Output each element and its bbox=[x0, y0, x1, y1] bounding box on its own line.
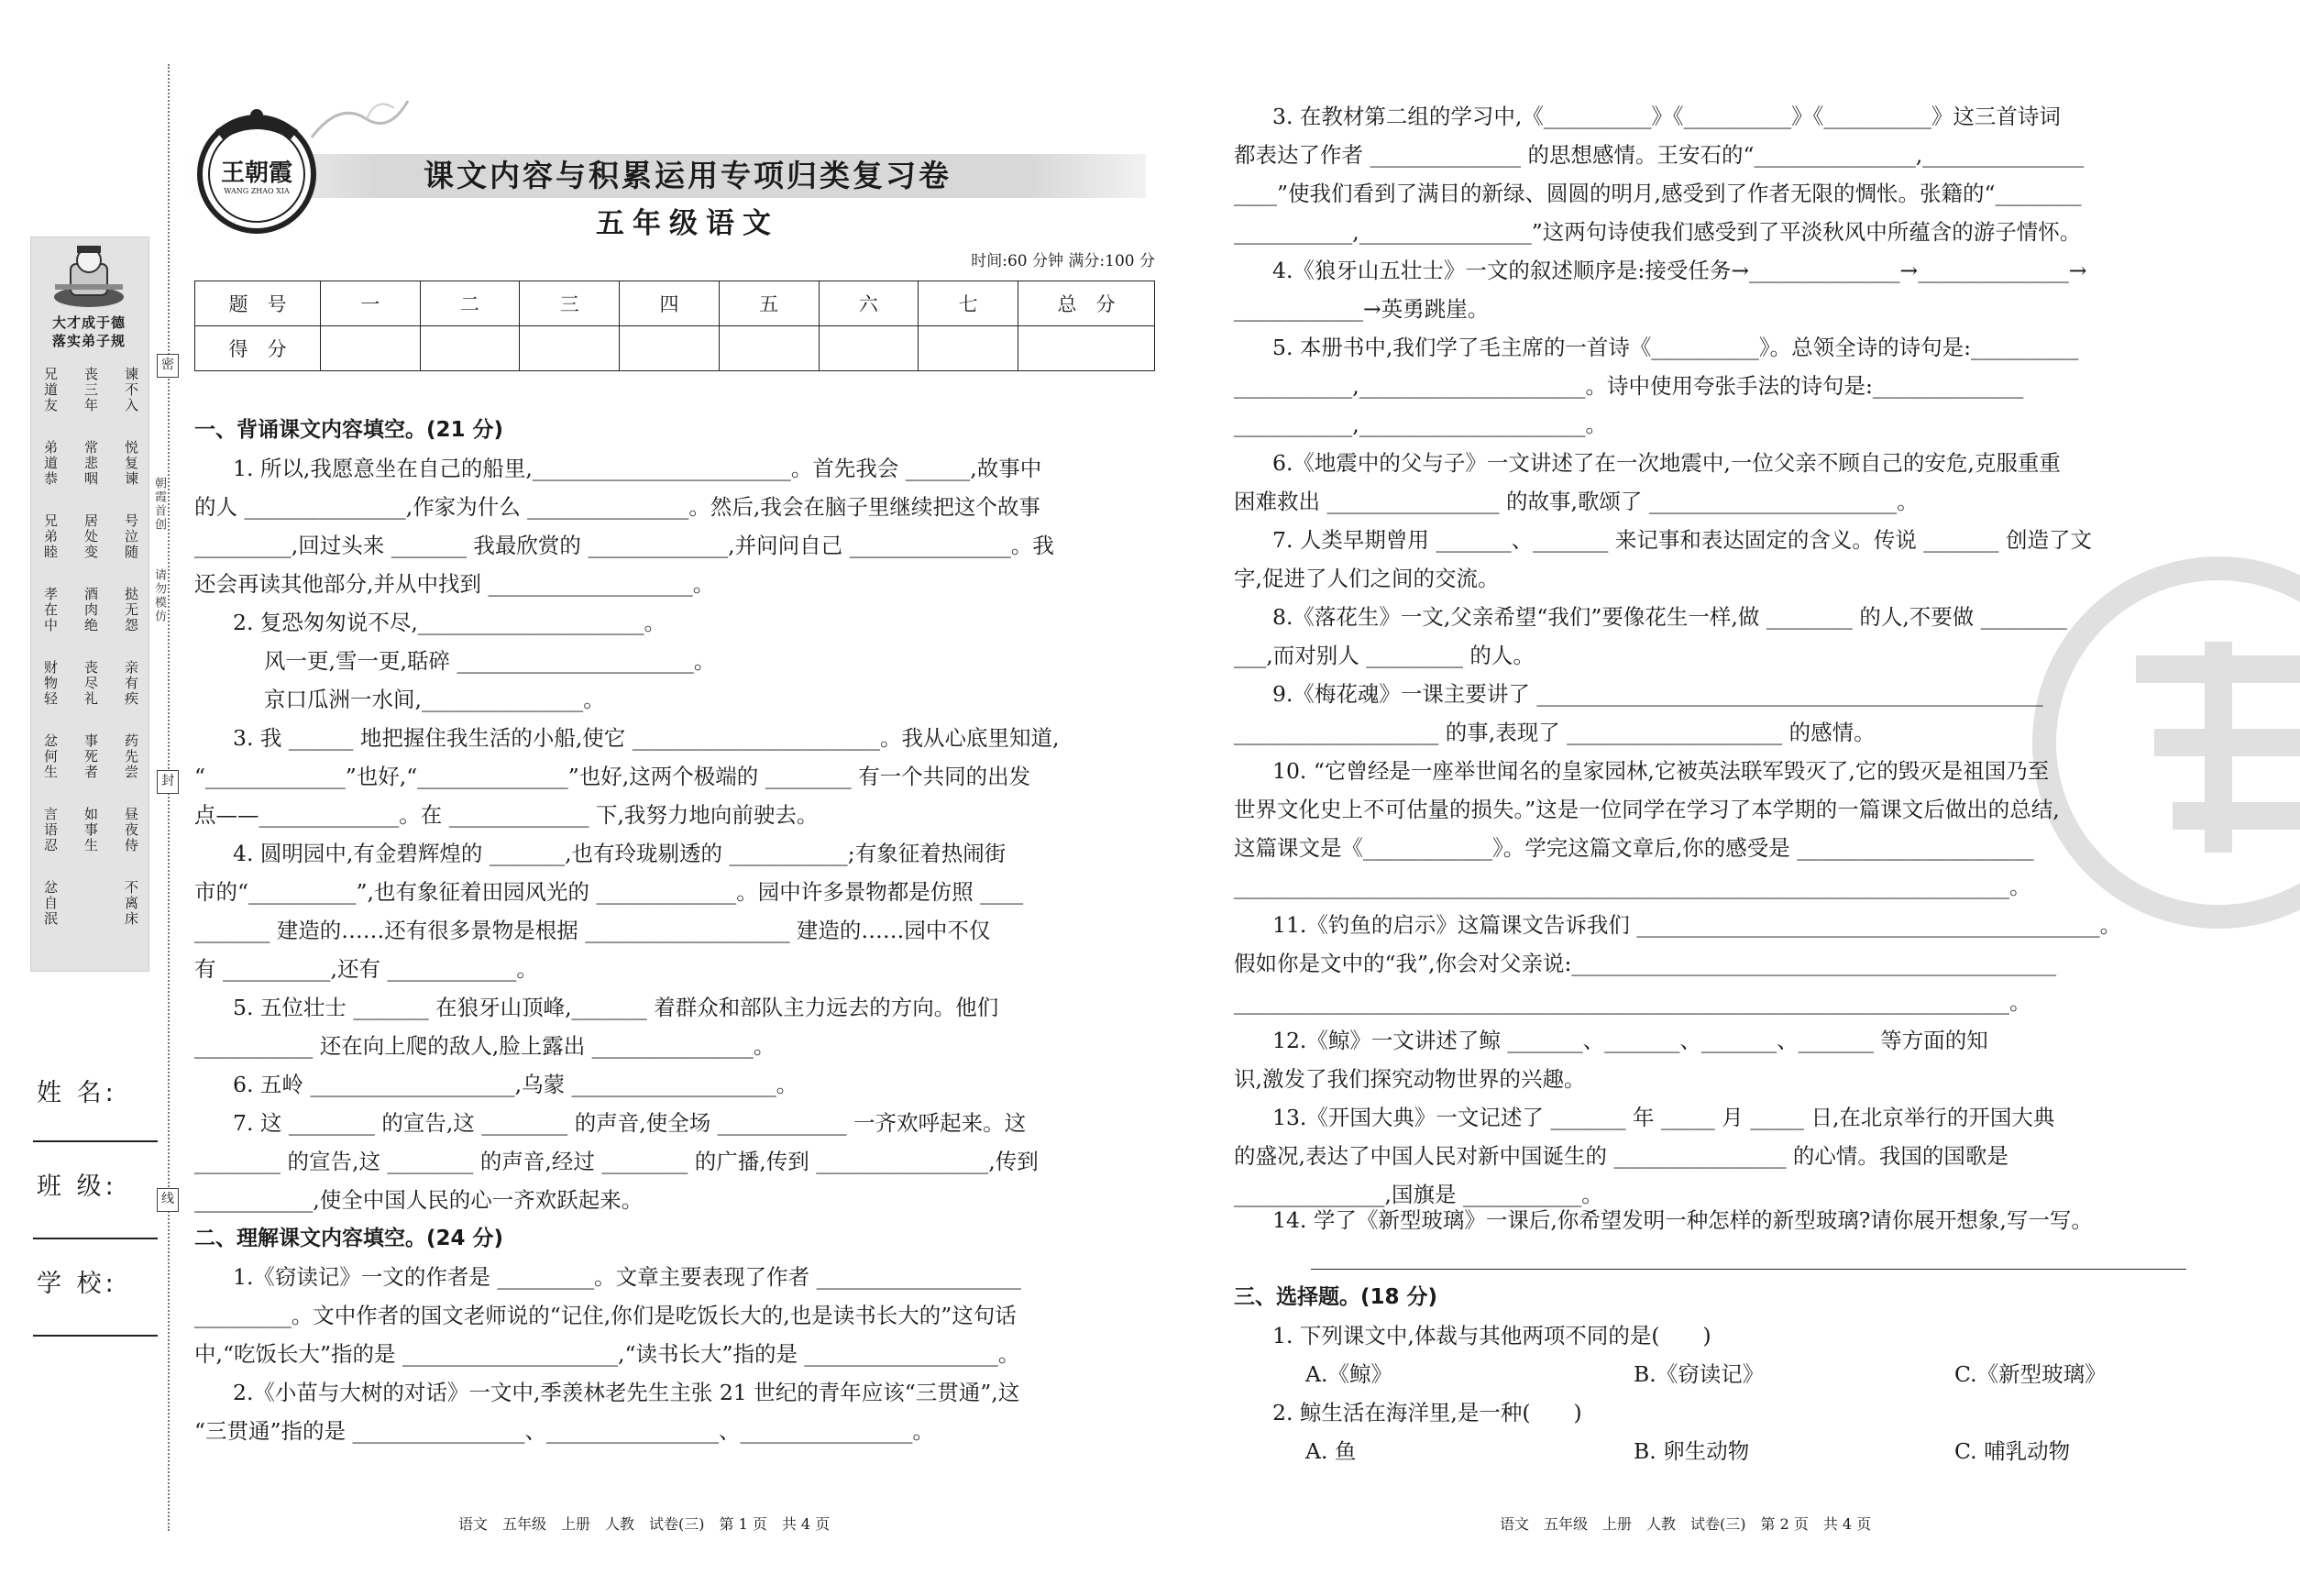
score-label-cell: 得 分 bbox=[195, 326, 321, 371]
binding-line bbox=[168, 64, 170, 1531]
section-heading: 三、选择题。(18 分) bbox=[1234, 1285, 1438, 1309]
question-line: 假如你是文中的“我”,你会对父亲说:_____________________________________________ bbox=[1234, 951, 2057, 976]
question-line: 这篇课文是《____________》。学完这篇文章后,你的感受是 ______________________ bbox=[1234, 835, 2034, 861]
school-label: 学 校: bbox=[37, 1270, 117, 1298]
question-line: 1. 下列课文中,体裁与其他两项不同的是( ) bbox=[1272, 1323, 1711, 1348]
question-line: ___________________ 的事,表现了 ____________________ 的感情。 bbox=[1234, 720, 1876, 745]
motto-column: 常悲咽 bbox=[83, 440, 99, 487]
question-line: ___,而对别人 _________ 的人。 bbox=[1234, 643, 1535, 668]
question-line: ____”使我们看到了满目的新绿、圆圆的明月,感受到了作者无限的惆怅。张籍的“________ bbox=[1234, 181, 2082, 206]
score-header-cell: 四 bbox=[620, 281, 720, 326]
score-header-cell: 三 bbox=[520, 281, 620, 326]
question-line: 8.《落花生》一文,父亲希望“我们”要像花生一样,做 ________ 的人,不要做 ________ bbox=[1272, 604, 2067, 630]
score-cell[interactable] bbox=[520, 326, 620, 371]
question-line: 14. 学了《新型玻璃》一课后,你希望发明一种怎样的新型玻璃?请你展开想象,写一写。 bbox=[1272, 1207, 2093, 1233]
question-line: 10. “它曾经是一座举世闻名的皇家园林,它被英法联军毁灭了,它的毁灭是祖国乃至 bbox=[1272, 758, 2050, 784]
page-title: 课文内容与积累运用专项归类复习卷 bbox=[424, 158, 952, 193]
name-field[interactable] bbox=[33, 1140, 158, 1142]
score-header-cell: 题 号 bbox=[195, 281, 321, 326]
question-line: 3. 我 ______ 地把握住我生活的小船,使它 _______________________。我从心底里知道, bbox=[233, 725, 1060, 751]
page-footer-left: 语文 五年级 上册 人教 试卷(三) 第 1 页 共 4 页 bbox=[458, 1515, 831, 1533]
score-header-cell: 七 bbox=[919, 281, 1018, 326]
question-line: ___________,_____________________。 bbox=[1234, 412, 1607, 437]
choice-option[interactable]: B. 卵生动物 bbox=[1634, 1438, 1750, 1464]
school-field[interactable] bbox=[33, 1335, 158, 1337]
question-line: ________________________________________________________________________。 bbox=[1234, 989, 2031, 1015]
question-line: _________,回过头来 _______ 我最欣赏的 _____________,并问问自己 _______________。我 bbox=[194, 533, 1054, 558]
choice-option[interactable]: C.《新型玻璃》 bbox=[1954, 1361, 2107, 1387]
question-line: 2.《小苗与大树的对话》一文中,季羡林老先生主张 21 世纪的青年应该“三贯通”,这 bbox=[233, 1380, 1020, 1405]
binding-note-1: 朝霞首创 bbox=[152, 477, 166, 532]
question-line: ___________,使全中国人民的心一齐欢跃起来。 bbox=[194, 1187, 644, 1213]
motto-column: 忿何生 bbox=[42, 733, 59, 780]
score-cell[interactable] bbox=[919, 326, 1018, 371]
scholar-icon bbox=[48, 244, 130, 310]
question-line: 6. 五岭 ___________________,乌蒙 ___________________。 bbox=[233, 1072, 798, 1097]
question-line: 2. 鲸生活在海洋里,是一种( ) bbox=[1272, 1400, 1582, 1425]
motto-column: 财物轻 bbox=[42, 660, 59, 707]
bind-mark-line: 线 bbox=[157, 1188, 179, 1212]
question-line: 4.《狼牙山五壮士》一文的叙述顺序是:接受任务→______________→______________→ bbox=[1272, 258, 2087, 283]
question-line: 世界文化史上不可估量的损失。”这是一位同学在学习了本学期的一篇课文后做出的总结, bbox=[1234, 797, 2060, 822]
motto-column: 谏不入 bbox=[123, 367, 139, 413]
motto-column: 不离床 bbox=[123, 880, 139, 927]
score-header-cell: 二 bbox=[420, 281, 520, 326]
question-line: 的人 _______________,作家为什么 _______________。然后,我会在脑子里继续把这个故事 bbox=[194, 494, 1040, 520]
question-line: 1. 所以,我愿意坐在自己的船里,________________________。首先我会 ______,故事中 bbox=[233, 456, 1042, 481]
motto-column: 亲有疾 bbox=[123, 660, 139, 707]
section-heading: 二、理解课文内容填空。(24 分) bbox=[194, 1227, 504, 1250]
question-line: 识,激发了我们探究动物世界的兴趣。 bbox=[1234, 1066, 1586, 1092]
motto-column: 丧尽礼 bbox=[83, 660, 99, 707]
choice-option[interactable]: A.《鲸》 bbox=[1305, 1361, 1392, 1387]
question-line: “_____________”也好,“______________”也好,这两个极端的 ________ 有一个共同的出发 bbox=[194, 764, 1031, 789]
motto-column: 兄道友 bbox=[42, 367, 59, 413]
score-header-cell: 六 bbox=[819, 281, 919, 326]
question-line: _______ 建造的……还有很多景物是根据 ___________________ 建造的……园中不仅 bbox=[194, 918, 991, 943]
question-line: 3. 在教材第二组的学习中,《__________》《__________》《__________》这三首诗词 bbox=[1272, 104, 2061, 129]
score-cell[interactable] bbox=[1018, 326, 1155, 371]
question-line: 困难救出 ________________ 的故事,歌颂了 _______________________。 bbox=[1234, 489, 1919, 514]
time-info: 时间:60 分钟 满分:100 分 bbox=[971, 252, 1155, 270]
motto-column: 挞无怨 bbox=[123, 587, 139, 633]
question-line: 风一更,雪一更,聒碎 ______________________。 bbox=[264, 648, 716, 674]
motto-column: 弟道恭 bbox=[42, 440, 59, 487]
motto-line-2: 落实弟子规 bbox=[51, 333, 126, 349]
motto-column: 药先尝 bbox=[123, 733, 139, 780]
logo-subtext: WANG ZHAO XIA bbox=[224, 187, 290, 195]
score-row bbox=[195, 326, 1155, 371]
motto-column: 丧三年 bbox=[83, 367, 99, 413]
class-field[interactable] bbox=[33, 1238, 158, 1239]
choice-option[interactable]: C. 哺乳动物 bbox=[1954, 1438, 2071, 1464]
bind-mark-seal: 密 bbox=[157, 354, 179, 378]
motto-columns bbox=[40, 367, 141, 953]
score-cell[interactable] bbox=[420, 326, 520, 371]
section-heading: 一、背诵课文内容填空。(21 分) bbox=[194, 418, 504, 442]
motto-column: 居处变 bbox=[83, 513, 99, 560]
motto-column: 忿自泯 bbox=[42, 880, 59, 927]
question-line: 点——_____________。在 _____________ 下,我努力地向前驶去。 bbox=[194, 802, 819, 828]
question-line: “三贯通”指的是 ________________、________________、________________。 bbox=[194, 1418, 934, 1444]
logo-text: 王朝霞 bbox=[220, 160, 292, 187]
question-line: 7. 人类早期曾用 _______、_______ 来记事和表达固定的含义。传说 _______ 创造了文 bbox=[1272, 527, 2093, 553]
question-line: 5. 本册书中,我们学了毛主席的一首诗《__________》。总领全诗的诗句是:__________ bbox=[1272, 335, 2079, 360]
question-line: 5. 五位壮士 _______ 在狼牙山顶峰,_______ 着群众和部队主力远去的方向。他们 bbox=[233, 995, 999, 1020]
question-line: 2. 复恐匆匆说不尽,_____________________。 bbox=[233, 610, 666, 635]
motto-column: 兄弟睦 bbox=[42, 513, 59, 560]
choice-option[interactable]: B.《窃读记》 bbox=[1634, 1361, 1765, 1387]
score-cell[interactable] bbox=[719, 326, 819, 371]
question-line: 中,“吃饭长大”指的是 ____________________,“读书长大”指的是 __________________。 bbox=[194, 1341, 1020, 1367]
question-line: 还会再读其他部分,并从中找到 ___________________。 bbox=[194, 571, 715, 597]
score-header-cell: 五 bbox=[719, 281, 819, 326]
score-header-cell: 总 分 bbox=[1018, 281, 1155, 326]
question-line: ___________,________________”这两句诗使我们感受到了平淡秋风中所蕴含的游子情怀。 bbox=[1234, 219, 2082, 245]
question-line: 有 __________,还有 ____________。 bbox=[194, 956, 538, 982]
question-line: _________。文中作者的国文老师说的“记住,你们是吃饭长大的,也是读书长大的”这句话 bbox=[194, 1303, 1017, 1328]
binding-note-2: 请勿模仿 bbox=[152, 568, 166, 623]
motto-heading bbox=[37, 314, 141, 350]
motto-column: 事死者 bbox=[83, 733, 99, 780]
question-line: 11.《钓鱼的启示》这篇课文告诉我们 ___________________________________________。 bbox=[1272, 912, 2122, 938]
question-line: ___________ 还在向上爬的敌人,脸上露出 _______________。 bbox=[194, 1033, 776, 1059]
answer-line[interactable] bbox=[1311, 1269, 2186, 1270]
question-line: 京口瓜洲一水间,_______________。 bbox=[264, 687, 605, 712]
question-line: 13.《开国大典》一文记述了 _______ 年 _____ 月 _____ 日,在北京举行的开国大典 bbox=[1272, 1105, 2055, 1130]
motto-line-1: 大才成于德 bbox=[51, 314, 126, 331]
question-line: 的盛况,表达了中国人民对新中国诞生的 ________________ 的心情。我国的国歌是 bbox=[1234, 1143, 2008, 1169]
question-line: 字,促进了人们之间的交流。 bbox=[1234, 566, 1500, 591]
question-line: ___________,_____________________。诗中使用夸张手法的诗句是:______________ bbox=[1234, 373, 2024, 399]
motto-column: 昼夜侍 bbox=[123, 807, 139, 853]
motto-column: 孝在中 bbox=[42, 587, 59, 633]
score-header-cell: 一 bbox=[321, 281, 421, 326]
score-cell[interactable] bbox=[321, 326, 421, 371]
motto-column: 号泣随 bbox=[123, 513, 139, 560]
page-footer-right: 语文 五年级 上册 人教 试卷(三) 第 2 页 共 4 页 bbox=[1500, 1515, 1872, 1533]
motto-column: 悦复谏 bbox=[123, 440, 139, 487]
question-line: 9.《梅花魂》一课主要讲了 _______________________________________________ bbox=[1272, 681, 2043, 707]
choice-option[interactable]: A. 鱼 bbox=[1305, 1438, 1357, 1464]
score-cell[interactable] bbox=[620, 326, 720, 371]
score-cell[interactable] bbox=[819, 326, 919, 371]
question-line: 12.《鲸》一文讲述了鲸 _______、_______、_______、_______ 等方面的知 bbox=[1272, 1028, 1988, 1053]
question-line: 7. 这 ________ 的宣告,这 ________ 的声音,使全场 ____________ 一齐欢呼起来。这 bbox=[233, 1110, 1027, 1136]
class-label: 班 级: bbox=[37, 1172, 117, 1201]
score-header-row bbox=[195, 281, 1155, 326]
question-line: 1.《窃读记》一文的作者是 _________。文章主要表现了作者 ___________________ bbox=[233, 1264, 1021, 1290]
question-line: 都表达了作者 ______________ 的思想感情。王安石的“_______________,_______________ bbox=[1234, 142, 2085, 168]
question-line: ________________________________________________________________________。 bbox=[1234, 874, 2031, 899]
question-line: ______________,国旗是 ___________。 bbox=[1234, 1182, 1603, 1207]
name-label: 姓 名: bbox=[37, 1079, 117, 1107]
bind-mark-seal: 封 bbox=[157, 770, 179, 794]
motto-column: 言语忍 bbox=[42, 807, 59, 853]
score-table bbox=[194, 281, 1155, 371]
question-line: 6.《地震中的父与子》一文讲述了在一次地震中,一位父亲不顾自己的安危,克服重重 bbox=[1272, 450, 2061, 476]
question-line: 4. 圆明园中,有金碧辉煌的 _______,也有玲珑剔透的 ___________;有象征着热闹街 bbox=[233, 841, 1007, 866]
question-line: ____________→英勇跳崖。 bbox=[1234, 296, 1490, 322]
motto-column: 酒肉绝 bbox=[83, 587, 99, 633]
motto-column: 如事生 bbox=[83, 807, 99, 853]
ribbon-ornament bbox=[303, 92, 413, 147]
question-line: ________ 的宣告,这 ________ 的声音,经过 ________ 的广播,传到 ________________,传到 bbox=[194, 1149, 1039, 1174]
question-line: 市的“__________”,也有象征着田园风光的 _____________。园中许多景物都是仿照 ____ bbox=[194, 879, 1024, 905]
page-subtitle: 五年级语文 bbox=[596, 207, 779, 240]
